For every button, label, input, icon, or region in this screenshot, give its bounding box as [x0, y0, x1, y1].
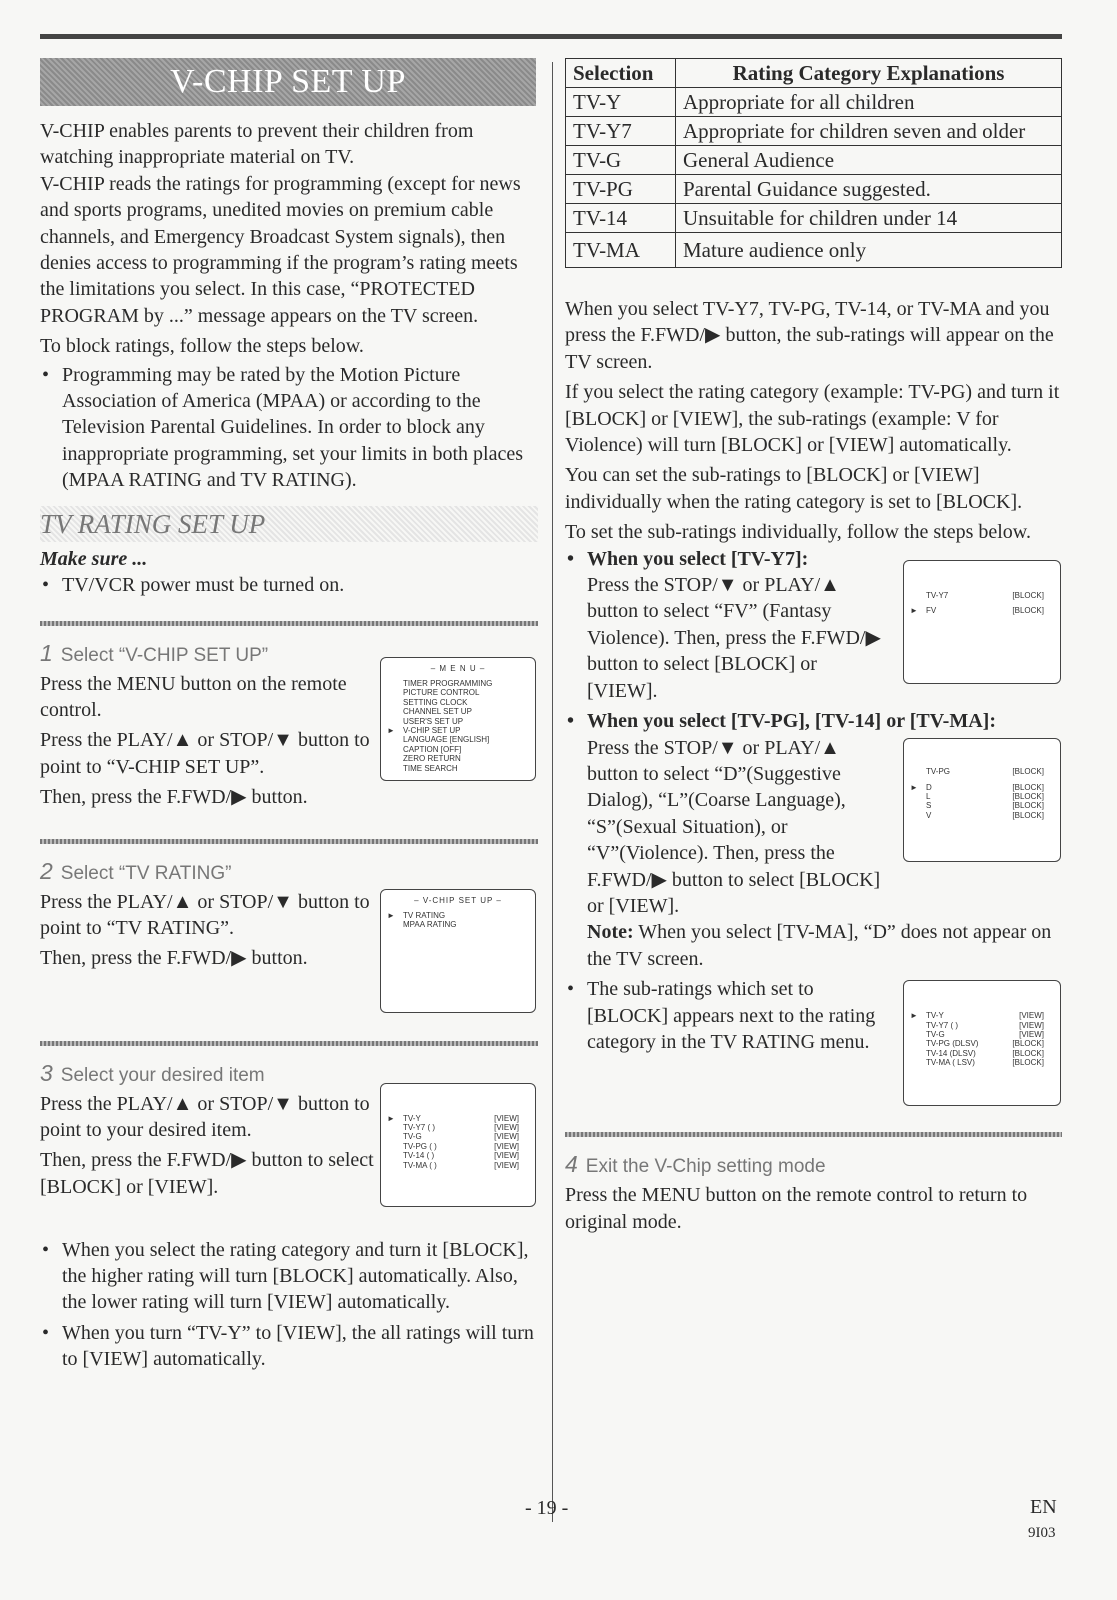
right-paragraph-1: When you select TV-Y7, TV-PG, TV-14, or TV-MA and you press the F.FWD/▶ button, the sub-ratings will appear on the TV screen.: [565, 298, 1054, 373]
step-3-line-1: Press the PLAY/▲ or STOP/▼ button to point to your desired item.: [40, 1092, 370, 1141]
sub-row-label: TV-Y7 ( ): [926, 1020, 959, 1030]
intro-bullet: • Programming may be rated by the Motion Picture Association of America (MPAA) or according to the Television Parental Guidelines. In order to block any inappropriate programming, set your limits in both places (MPAA RATING and TV RATING).: [40, 362, 538, 494]
menu-item: SETTING CLOCK: [403, 697, 468, 707]
step-4-text: Press the MENU button on the remote control to return to original mode.: [565, 1184, 1028, 1233]
left-column: [40, 58, 538, 1373]
table-row: [566, 146, 1062, 175]
table-row: [566, 88, 1062, 117]
rating-row-value: [VIEW]: [494, 1160, 519, 1170]
menu-item: CAPTION [OFF]: [403, 744, 462, 754]
step-1-line-2: Press the PLAY/▲ or STOP/▼ button to point to “V-CHIP SET UP”.: [40, 729, 370, 778]
sub-row-label: TV-G: [926, 1029, 945, 1039]
table-cell: Parental Guidance suggested.: [676, 175, 1062, 204]
pg-note: [565, 919, 1057, 972]
y7-section: [565, 546, 1062, 704]
y7-row-label: TV-Y7: [926, 590, 949, 600]
step-2-line-1: Press the PLAY/▲ or STOP/▼ button to point to “TV RATING”.: [40, 890, 370, 939]
pointer-icon: ►: [910, 782, 918, 792]
rating-row-label: TV-PG ( ): [403, 1141, 437, 1151]
step-2-heading: [40, 858, 538, 885]
step-2-title: Select “TV RATING”: [60, 862, 232, 884]
intro-paragraph-3: To block ratings, follow the steps below.: [40, 335, 364, 358]
step-4-title: Exit the V-Chip setting mode: [585, 1156, 826, 1178]
menu-item-selected: V-CHIP SET UP: [403, 725, 461, 735]
pg-row-value: [BLOCK]: [1012, 801, 1044, 811]
y7-text: Press the STOP/▼ or PLAY/▲ button to select “FV” (Fantasy Violence). Then, press the F.FWD/▶ button to select [BLOCK] or [VIEW].: [587, 574, 881, 702]
rating-row-label: TV-14 ( ): [403, 1151, 435, 1161]
step-3-number: 3: [40, 1059, 53, 1086]
table-cell: Appropriate for children seven and older: [676, 117, 1062, 146]
menu-item: PICTURE CONTROL: [403, 688, 480, 698]
step-3-title: Select your desired item: [60, 1064, 265, 1086]
left-bullet-1: • When you select the rating category and turn it [BLOCK], the higher rating will turn [BLOCK] automatically. Also, the lower rating will turn [VIEW] automatically.: [40, 1237, 538, 1316]
table-cell: Mature audience only: [676, 233, 1062, 268]
table-cell: Appropriate for all children: [676, 88, 1062, 117]
step-1: [40, 663, 538, 811]
pg-row-label: L: [926, 791, 931, 801]
intro-paragraph-2: V-CHIP reads the ratings for programming (except for news and sports programs, unedited movies on premium cable channels, and Emergency Broadcast System signals), then denies access to programming if the program’s rating meets the limitations you select. In this case, “PROTECTED PROGRAM by ...” message appears on the TV screen.: [40, 172, 521, 327]
table-row: [566, 117, 1062, 146]
y7-row-value: [BLOCK]: [1012, 590, 1044, 600]
language-code: EN: [1030, 1496, 1057, 1518]
menu-item: ZERO RETURN: [403, 754, 461, 764]
y7-heading: • When you select [TV-Y7]:: [565, 546, 1062, 572]
step-4-rule: [565, 1132, 1062, 1137]
vchip-item-selected: TV RATING: [403, 910, 446, 920]
note-label: Note:: [587, 921, 634, 944]
menu-item: CHANNEL SET UP: [403, 707, 472, 717]
step-4-number: 4: [565, 1151, 578, 1178]
vchip-screen-header: – V-CHIP SET UP –: [414, 895, 502, 905]
step-2-rule: [40, 839, 538, 844]
step-3: [40, 1091, 538, 1231]
table-header: Rating Category Explanations: [676, 59, 1062, 88]
step-3-rule: [40, 1041, 538, 1046]
menu-screen-header: – M E N U –: [430, 663, 486, 673]
table-row: [566, 233, 1062, 268]
note-text: When you select [TV-MA], “D” does not appear on the TV screen.: [587, 921, 1052, 970]
table-cell: TV-G: [566, 146, 676, 175]
vchip-item: MPAA RATING: [403, 920, 457, 930]
rating-row-value: [VIEW]: [494, 1141, 519, 1151]
table-cell: TV-PG: [566, 175, 676, 204]
table-cell: TV-Y: [566, 88, 676, 117]
pg-row-label: S: [926, 801, 932, 811]
sub-row-label: TV-Y: [926, 1011, 944, 1021]
step-1-number: 1: [40, 639, 53, 666]
rating-row-label: TV-Y: [403, 1113, 421, 1123]
intro-paragraph-1: V-CHIP enables parents to prevent their children from watching inappropriate material on TV.: [40, 120, 474, 169]
sub-row-value: [BLOCK]: [1012, 1048, 1044, 1058]
step-1-title: Select “V-CHIP SET UP”: [60, 644, 269, 666]
column-divider: [552, 62, 553, 1522]
page-title: V-CHIP SET UP: [40, 58, 536, 106]
menu-item: LANGUAGE [ENGLISH]: [403, 735, 490, 745]
y7-row-label: FV: [926, 606, 937, 616]
rating-row-value: [VIEW]: [494, 1122, 519, 1132]
left-bullet-2: • When you turn “TV-Y” to [VIEW], the all ratings will turn to [VIEW] automatically.: [40, 1320, 538, 1373]
pg-row-value: [BLOCK]: [1012, 782, 1044, 792]
top-rule: [40, 34, 1062, 39]
vchip-setup-screen: [380, 889, 536, 1013]
pointer-icon: ►: [387, 1113, 395, 1123]
pg-row-value: [BLOCK]: [1012, 791, 1044, 801]
rating-table: [565, 58, 1062, 268]
step-3-line-2: Then, press the F.FWD/▶ button to select [BLOCK] or [VIEW].: [40, 1149, 374, 1198]
tv-rating-heading: TV RATING SET UP: [40, 506, 538, 542]
rating-row-label: TV-Y7 ( ): [403, 1122, 436, 1132]
table-cell: TV-14: [566, 204, 676, 233]
rating-row-label: TV-G: [403, 1132, 422, 1142]
sub-row-label: TV-PG (DLSV): [926, 1039, 979, 1049]
table-row: [566, 175, 1062, 204]
step-2-number: 2: [40, 857, 53, 884]
tv-rating-screen: [380, 1083, 536, 1207]
right-paragraph-2: If you select the rating category (example: TV-PG) and turn it [BLOCK] or [VIEW], the sub-ratings (example: V for Violence) will turn [BLOCK] or [VIEW] automatically.: [565, 381, 1060, 457]
pg-row-label: TV-PG: [926, 767, 951, 777]
rating-row-value: [VIEW]: [494, 1151, 519, 1161]
table-cell: TV-MA: [566, 233, 676, 268]
table-header-row: [566, 59, 1062, 88]
sub-row-value: [VIEW]: [1019, 1029, 1044, 1039]
table-row: [566, 204, 1062, 233]
right-paragraph-3: You can set the sub-ratings to [BLOCK] or [VIEW] individually when the rating category is set to [BLOCK].: [565, 464, 1023, 513]
document-code: 9I03: [1028, 1525, 1056, 1541]
pg-row-value: [BLOCK]: [1012, 767, 1044, 777]
sub-row-value: [VIEW]: [1019, 1011, 1044, 1021]
pg-row-label: V: [926, 810, 932, 820]
y7-subrating-screen: [903, 560, 1061, 684]
table-cell: Unsuitable for children under 14: [676, 204, 1062, 233]
rating-row-label: TV-MA ( ): [403, 1160, 437, 1170]
rating-row-value: [VIEW]: [494, 1113, 519, 1123]
sub-rating-note-section: [565, 976, 1062, 1132]
pg-text: Press the STOP/▼ or PLAY/▲ button to select “D”(Suggestive Dialog), “L”(Coarse Language), “S”(Sexual Situation), or “V”(Violence). Then, press the F.FWD/▶ button to select [BLOCK] or [VIEW].: [587, 736, 881, 917]
pg-row-value: [BLOCK]: [1012, 810, 1044, 820]
page-number: - 19 -: [525, 1497, 569, 1519]
table-cell: General Audience: [676, 146, 1062, 175]
menu-screen: [380, 657, 536, 781]
menu-item: TIME SEARCH: [403, 763, 458, 773]
make-sure-bullet: • TV/VCR power must be turned on.: [40, 572, 538, 598]
right-paragraph-4: To set the sub-ratings individually, follow the steps below.: [565, 521, 1031, 544]
make-sure-label: Make sure ...: [40, 547, 148, 570]
step-2-line-2: Then, press the F.FWD/▶ button.: [40, 947, 308, 970]
pg-row-label: D: [926, 782, 932, 792]
pg-subrating-screen: [903, 738, 1061, 862]
pointer-icon: ►: [387, 910, 395, 920]
step-1-rule: [40, 621, 538, 626]
table-cell: TV-Y7: [566, 117, 676, 146]
tv-rating-blocked-screen: [903, 980, 1061, 1106]
sub-row-value: [VIEW]: [1019, 1020, 1044, 1030]
y7-row-value: [BLOCK]: [1012, 606, 1044, 616]
step-4-heading: [565, 1151, 1062, 1178]
step-1-line-3: Then, press the F.FWD/▶ button.: [40, 786, 308, 809]
pointer-icon: ►: [910, 606, 918, 616]
pg-section: [565, 708, 1062, 972]
sub-row-label: TV-MA ( LSV): [926, 1058, 975, 1068]
step-1-line-1: Press the MENU button on the remote control.: [40, 672, 347, 721]
step-2: [40, 889, 538, 1033]
pg-heading: • When you select [TV-PG], [TV-14] or [TV-MA]:: [565, 708, 1062, 734]
right-column: [565, 58, 1062, 1235]
sub-row-value: [BLOCK]: [1012, 1058, 1044, 1068]
sub-rating-bullet: • The sub-ratings which set to [BLOCK] appears next to the rating category in the TV RATING menu.: [565, 976, 892, 1055]
rating-row-value: [VIEW]: [494, 1132, 519, 1142]
sub-row-label: TV-14 (DLSV): [926, 1048, 976, 1058]
pointer-icon: ►: [387, 725, 395, 735]
menu-item: TIMER PROGRAMMING: [403, 678, 493, 688]
sub-row-value: [BLOCK]: [1012, 1039, 1044, 1049]
table-header: Selection: [566, 59, 676, 88]
pointer-icon: ►: [910, 1011, 918, 1021]
menu-item: USER'S SET UP: [403, 716, 464, 726]
